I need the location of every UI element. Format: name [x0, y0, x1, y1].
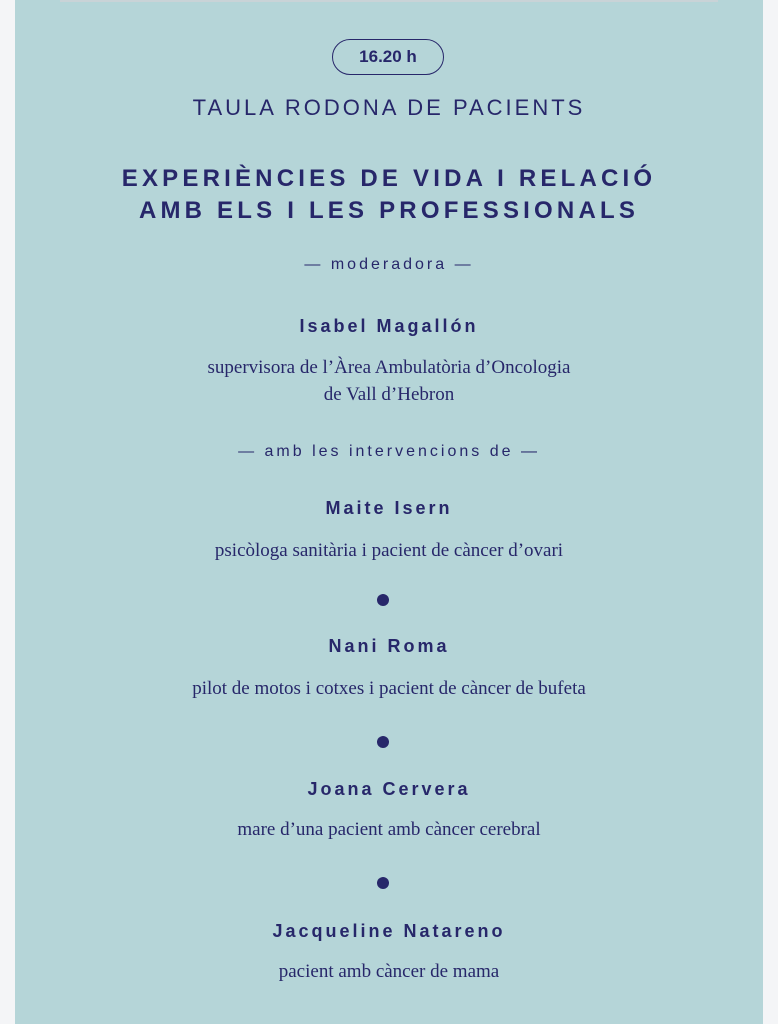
title-line-1: EXPERIÈNCIES DE VIDA I RELACIÓ — [121, 165, 657, 192]
moderator-role-line-1: supervisora de l’Àrea Ambulatòria d’Oncologia — [207, 357, 571, 378]
top-divider — [60, 0, 718, 2]
session-title — [0, 163, 778, 227]
moderator-name: Isabel Magallón — [299, 316, 479, 336]
speaker-name: Nani Roma — [328, 636, 450, 656]
moderator-role — [0, 354, 778, 408]
bullet-dot — [377, 736, 389, 748]
speaker-name: Maite Isern — [325, 498, 453, 518]
bullet-dot — [377, 594, 389, 606]
speaker-name: Jacqueline Natareno — [272, 921, 506, 941]
time-text: 16.20 h — [359, 47, 417, 66]
moderator-label: — moderadora — — [304, 256, 474, 273]
moderator-role-line-2: de Vall d’Hebron — [323, 384, 455, 405]
speaker-role: pilot de motos i cotxes i pacient de càncer de bufeta — [192, 678, 586, 699]
speaker-role: mare d’una pacient amb càncer cerebral — [237, 819, 541, 840]
session-subtitle: TAULA RODONA DE PACIENTS — [192, 95, 586, 120]
time-badge — [332, 39, 444, 75]
speaker-name: Joana Cervera — [307, 779, 471, 799]
speakers-label: — amb les intervencions de — — [238, 443, 540, 460]
speaker-role: psicòloga sanitària i pacient de càncer d’ovari — [214, 540, 564, 561]
bullet-dot — [377, 877, 389, 889]
speaker-role: pacient amb càncer de mama — [278, 961, 500, 982]
title-line-2: AMB ELS I LES PROFESSIONALS — [138, 197, 640, 224]
